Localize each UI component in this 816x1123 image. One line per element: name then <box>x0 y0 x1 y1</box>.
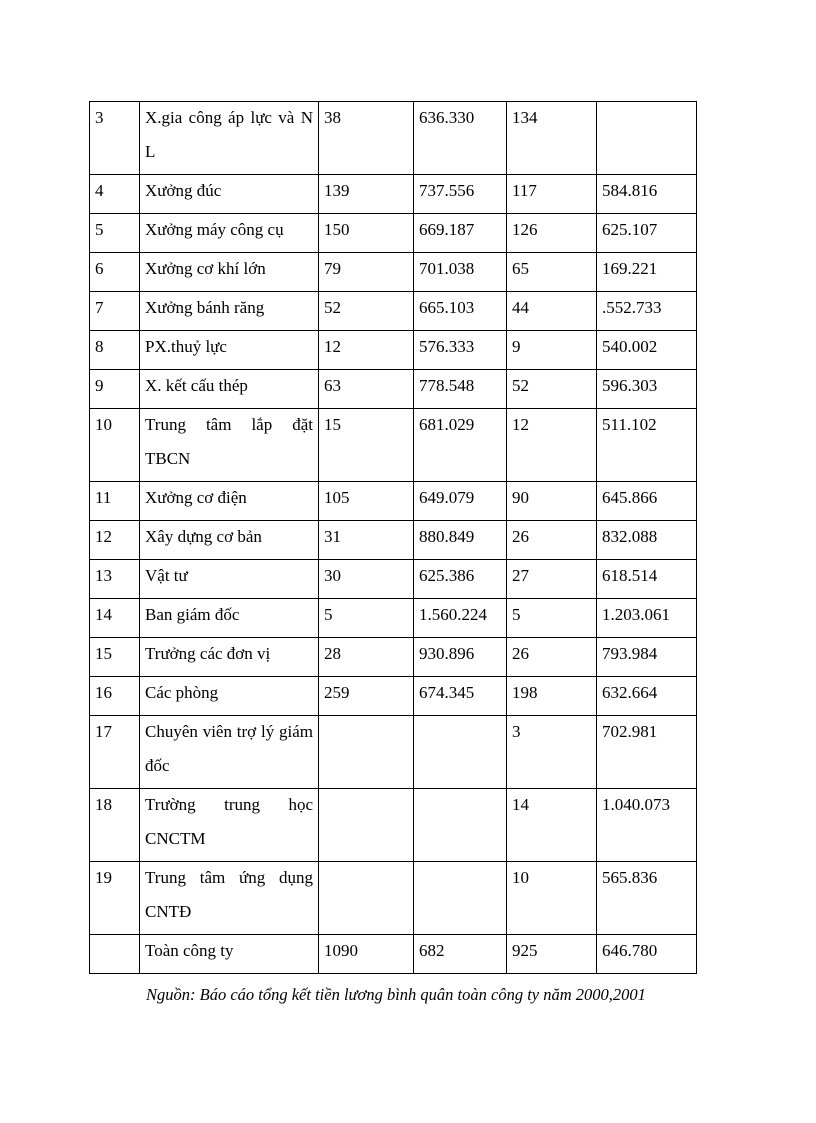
row-number-cell <box>90 716 140 789</box>
employees-2001-cell-text: 5 <box>512 605 521 624</box>
salary-2000-cell <box>414 789 507 862</box>
employees-2000-cell-text: 259 <box>324 683 350 702</box>
salary-2001-cell <box>597 521 697 560</box>
unit-name-cell <box>140 677 319 716</box>
salary-2001-cell <box>597 789 697 862</box>
salary-2001-cell-text: 511.102 <box>602 415 657 434</box>
employees-2001-cell-text: 52 <box>512 376 529 395</box>
unit-name-cell <box>140 599 319 638</box>
employees-2001-cell <box>507 560 597 599</box>
salary-2001-cell <box>597 331 697 370</box>
salary-2000-cell <box>414 638 507 677</box>
employees-2001-cell-text: 3 <box>512 722 521 741</box>
table-row <box>90 638 697 677</box>
employees-2000-cell-text: 63 <box>324 376 341 395</box>
salary-2000-cell <box>414 175 507 214</box>
unit-name-cell-text: Xưởng đúc <box>145 181 222 200</box>
unit-name-cell-text: Toàn công ty <box>145 941 234 960</box>
employees-2000-cell-text: 150 <box>324 220 350 239</box>
employees-2000-cell-text: 105 <box>324 488 350 507</box>
row-number-cell <box>90 175 140 214</box>
salary-2001-cell <box>597 716 697 789</box>
salary-2001-cell-text: 702.981 <box>602 722 658 741</box>
salary-2000-cell <box>414 409 507 482</box>
salary-2000-cell <box>414 482 507 521</box>
salary-2001-cell-text: 1.203.061 <box>602 605 670 624</box>
table-row <box>90 253 697 292</box>
salary-2000-cell-text: 930.896 <box>419 644 475 663</box>
employees-2001-cell <box>507 214 597 253</box>
unit-name-cell <box>140 716 319 789</box>
salary-2001-cell-text: 169.221 <box>602 259 658 278</box>
employees-2000-cell <box>319 521 414 560</box>
unit-name-cell <box>140 214 319 253</box>
salary-2000-cell-text: 576.333 <box>419 337 475 356</box>
salary-2001-cell-text: 646.780 <box>602 941 658 960</box>
employees-2000-cell <box>319 789 414 862</box>
employees-2000-cell <box>319 482 414 521</box>
row-number-cell-text: 12 <box>95 527 112 546</box>
employees-2000-cell-text: 31 <box>324 527 341 546</box>
employees-2001-cell-text: 27 <box>512 566 529 585</box>
unit-name-cell <box>140 331 319 370</box>
salary-2001-cell-text: 540.002 <box>602 337 658 356</box>
unit-name-cell-text: Các phòng <box>145 683 219 702</box>
employees-2000-cell <box>319 677 414 716</box>
employees-2000-cell <box>319 409 414 482</box>
salary-2000-cell <box>414 716 507 789</box>
row-number-cell-text: 6 <box>95 259 104 278</box>
salary-2001-cell-text: 645.866 <box>602 488 658 507</box>
employees-2000-cell-text: 38 <box>324 108 341 127</box>
salary-2001-cell <box>597 409 697 482</box>
unit-name-cell-text: Xưởng cơ khí lớn <box>145 259 266 278</box>
salary-2001-cell-text: 1.040.073 <box>602 795 670 814</box>
employees-2000-cell-text: 12 <box>324 337 341 356</box>
salary-2001-cell-text: 565.836 <box>602 868 658 887</box>
employees-2001-cell <box>507 716 597 789</box>
salary-2001-cell-text: 625.107 <box>602 220 658 239</box>
unit-name-cell-text: PX.thuỷ lực <box>145 337 227 356</box>
salary-2001-cell <box>597 599 697 638</box>
salary-2001-cell-text: 584.816 <box>602 181 658 200</box>
employees-2001-cell-text: 10 <box>512 868 529 887</box>
employees-2001-cell <box>507 789 597 862</box>
employees-2000-cell <box>319 716 414 789</box>
salary-2001-cell <box>597 560 697 599</box>
employees-2001-cell-text: 26 <box>512 644 529 663</box>
salary-2001-cell <box>597 253 697 292</box>
employees-2000-cell <box>319 214 414 253</box>
table-row <box>90 409 697 482</box>
row-number-cell <box>90 862 140 935</box>
salary-2000-cell-text: 625.386 <box>419 566 475 585</box>
employees-2001-cell <box>507 638 597 677</box>
salary-2000-cell-text: 880.849 <box>419 527 475 546</box>
salary-2000-cell-text: 1.560.224 <box>419 605 487 624</box>
salary-2000-cell <box>414 370 507 409</box>
salary-2001-cell-text: 832.088 <box>602 527 658 546</box>
table-row <box>90 175 697 214</box>
salary-2000-cell <box>414 862 507 935</box>
employees-2001-cell <box>507 482 597 521</box>
row-number-cell-text: 11 <box>95 488 112 507</box>
employees-2000-cell-text: 52 <box>324 298 341 317</box>
salary-2000-cell <box>414 331 507 370</box>
row-number-cell <box>90 935 140 974</box>
employees-2001-cell-text: 44 <box>512 298 529 317</box>
salary-2000-cell-text: 636.330 <box>419 108 475 127</box>
row-number-cell <box>90 599 140 638</box>
row-number-cell <box>90 331 140 370</box>
employees-2001-cell-text: 198 <box>512 683 538 702</box>
salary-2000-cell <box>414 560 507 599</box>
employees-2001-cell-text: 90 <box>512 488 529 507</box>
row-number-cell-text: 16 <box>95 683 112 702</box>
employees-2001-cell-text: 65 <box>512 259 529 278</box>
unit-name-cell <box>140 521 319 560</box>
salary-2000-cell-text: 674.345 <box>419 683 475 702</box>
unit-name-cell-text: Chuyên viên trợ lý giám đốc <box>145 722 313 775</box>
row-number-cell-text: 5 <box>95 220 104 239</box>
employees-2000-cell-text: 28 <box>324 644 341 663</box>
employees-2001-cell <box>507 253 597 292</box>
table-row <box>90 102 697 175</box>
table-row <box>90 560 697 599</box>
table-row <box>90 599 697 638</box>
employees-2001-cell <box>507 331 597 370</box>
row-number-cell-text: 8 <box>95 337 104 356</box>
employees-2001-cell-text: 117 <box>512 181 537 200</box>
row-number-cell-text: 7 <box>95 298 104 317</box>
employees-2001-cell <box>507 102 597 175</box>
salary-2001-cell-text: 618.514 <box>602 566 658 585</box>
table-row <box>90 521 697 560</box>
employees-2001-cell <box>507 175 597 214</box>
row-number-cell <box>90 214 140 253</box>
employees-2000-cell-text: 1090 <box>324 941 358 960</box>
salary-2001-cell <box>597 862 697 935</box>
row-number-cell <box>90 521 140 560</box>
salary-2001-cell <box>597 175 697 214</box>
row-number-cell <box>90 409 140 482</box>
employees-2001-cell-text: 12 <box>512 415 529 434</box>
employees-2000-cell <box>319 370 414 409</box>
unit-name-cell <box>140 253 319 292</box>
unit-name-cell <box>140 482 319 521</box>
employees-2000-cell <box>319 175 414 214</box>
unit-name-cell-text: Ban giám đốc <box>145 605 240 624</box>
row-number-cell <box>90 789 140 862</box>
employees-2000-cell <box>319 599 414 638</box>
unit-name-cell <box>140 370 319 409</box>
employees-2000-cell-text: 30 <box>324 566 341 585</box>
unit-name-cell-text: X. kết cấu thép <box>145 376 248 395</box>
unit-name-cell <box>140 789 319 862</box>
unit-name-cell <box>140 175 319 214</box>
salary-2000-cell <box>414 521 507 560</box>
unit-name-cell <box>140 102 319 175</box>
employees-2000-cell-text: 139 <box>324 181 350 200</box>
unit-name-cell-text: Trưởng các đơn vị <box>145 644 271 663</box>
salary-2001-cell-text: 632.664 <box>602 683 658 702</box>
employees-2001-cell <box>507 935 597 974</box>
row-number-cell-text: 17 <box>95 722 112 741</box>
employees-2001-cell-text: 14 <box>512 795 529 814</box>
unit-name-cell <box>140 935 319 974</box>
employees-2001-cell <box>507 862 597 935</box>
salary-2000-cell <box>414 214 507 253</box>
unit-name-cell-text: Trung tâm lắp đặt TBCN <box>145 415 313 468</box>
row-number-cell <box>90 560 140 599</box>
table-row <box>90 370 697 409</box>
employees-2001-cell-text: 26 <box>512 527 529 546</box>
employees-2000-cell <box>319 935 414 974</box>
unit-name-cell-text: Xưởng cơ điện <box>145 488 247 507</box>
salary-2000-cell <box>414 935 507 974</box>
salary-2001-cell <box>597 677 697 716</box>
unit-name-cell-text: Trường trung học CNCTM <box>145 795 313 848</box>
salary-2000-cell <box>414 292 507 331</box>
table-row <box>90 677 697 716</box>
salary-2001-cell <box>597 214 697 253</box>
unit-name-cell <box>140 862 319 935</box>
salary-2001-cell-text: 793.984 <box>602 644 658 663</box>
salary-2000-cell-text: 682 <box>419 941 445 960</box>
salary-2000-cell-text: 649.079 <box>419 488 475 507</box>
row-number-cell-text: 14 <box>95 605 112 624</box>
salary-2000-cell-text: 701.038 <box>419 259 475 278</box>
employees-2000-cell <box>319 102 414 175</box>
unit-name-cell <box>140 638 319 677</box>
salary-2000-cell-text: 737.556 <box>419 181 475 200</box>
employees-2001-cell <box>507 677 597 716</box>
salary-2000-cell <box>414 677 507 716</box>
table-row <box>90 789 697 862</box>
salary-2001-cell-text: .552.733 <box>602 298 662 317</box>
salary-2001-cell-text: 596.303 <box>602 376 658 395</box>
table-row <box>90 292 697 331</box>
salary-2001-cell <box>597 638 697 677</box>
employees-2000-cell <box>319 560 414 599</box>
employees-2000-cell <box>319 292 414 331</box>
row-number-cell-text: 18 <box>95 795 112 814</box>
unit-name-cell <box>140 560 319 599</box>
unit-name-cell <box>140 292 319 331</box>
row-number-cell <box>90 370 140 409</box>
unit-name-cell <box>140 409 319 482</box>
employees-2001-cell-text: 9 <box>512 337 521 356</box>
salary-2000-cell-text: 665.103 <box>419 298 475 317</box>
salary-2001-cell <box>597 482 697 521</box>
unit-name-cell-text: Xưởng máy công cụ <box>145 220 284 239</box>
table-row <box>90 935 697 974</box>
table-row <box>90 482 697 521</box>
unit-name-cell-text: X.gia công áp lực và N L <box>145 108 313 161</box>
salary-2000-cell <box>414 102 507 175</box>
salary-table-body <box>90 102 697 974</box>
unit-name-cell-text: Xây dựng cơ bản <box>145 527 262 546</box>
row-number-cell-text: 19 <box>95 868 112 887</box>
salary-2000-cell-text: 778.548 <box>419 376 475 395</box>
employees-2001-cell-text: 126 <box>512 220 538 239</box>
salary-2001-cell <box>597 102 697 175</box>
row-number-cell <box>90 482 140 521</box>
employees-2001-cell-text: 925 <box>512 941 538 960</box>
salary-2001-cell <box>597 935 697 974</box>
employees-2001-cell <box>507 370 597 409</box>
employees-2001-cell <box>507 599 597 638</box>
employees-2001-cell <box>507 521 597 560</box>
employees-2000-cell-text: 79 <box>324 259 341 278</box>
employees-2000-cell <box>319 862 414 935</box>
row-number-cell-text: 9 <box>95 376 104 395</box>
row-number-cell-text: 10 <box>95 415 112 434</box>
row-number-cell <box>90 102 140 175</box>
employees-2000-cell <box>319 253 414 292</box>
table-row <box>90 862 697 935</box>
row-number-cell <box>90 677 140 716</box>
employees-2000-cell-text: 5 <box>324 605 333 624</box>
salary-table <box>89 101 697 974</box>
table-row <box>90 716 697 789</box>
row-number-cell <box>90 253 140 292</box>
table-row <box>90 214 697 253</box>
row-number-cell <box>90 638 140 677</box>
salary-2000-cell <box>414 253 507 292</box>
salary-2000-cell <box>414 599 507 638</box>
row-number-cell <box>90 292 140 331</box>
row-number-cell-text: 15 <box>95 644 112 663</box>
employees-2001-cell <box>507 292 597 331</box>
unit-name-cell-text: Vật tư <box>145 566 188 585</box>
salary-2000-cell-text: 681.029 <box>419 415 475 434</box>
unit-name-cell-text: Trung tâm ứng dụng CNTĐ <box>145 868 313 921</box>
employees-2001-cell <box>507 409 597 482</box>
salary-2000-cell-text: 669.187 <box>419 220 475 239</box>
row-number-cell-text: 4 <box>95 181 104 200</box>
source-note: Nguồn: Báo cáo tổng kết tiền lương bình quân toàn công ty năm 2000,2001 <box>146 985 646 1004</box>
employees-2001-cell-text: 134 <box>512 108 538 127</box>
row-number-cell-text: 3 <box>95 108 104 127</box>
unit-name-cell-text: Xưởng bánh răng <box>145 298 265 317</box>
employees-2000-cell <box>319 331 414 370</box>
salary-2001-cell <box>597 370 697 409</box>
salary-2001-cell <box>597 292 697 331</box>
employees-2000-cell <box>319 638 414 677</box>
employees-2000-cell-text: 15 <box>324 415 341 434</box>
table-row <box>90 331 697 370</box>
row-number-cell-text: 13 <box>95 566 112 585</box>
